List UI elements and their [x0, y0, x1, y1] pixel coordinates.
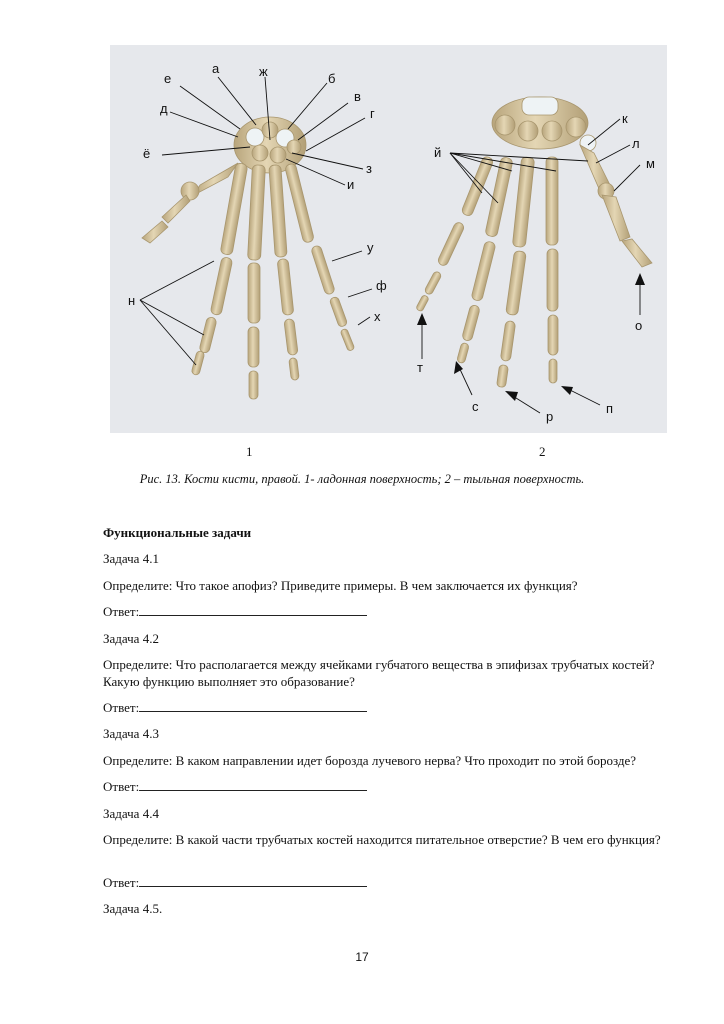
- answer-row: [103, 603, 663, 620]
- palmar-label-b: б: [328, 71, 336, 86]
- palmar-label-z: з: [366, 161, 372, 176]
- hand-bones-figure: [110, 45, 667, 433]
- dorsal-label-k: к: [622, 111, 628, 126]
- palmar-label-kh: х: [374, 309, 381, 324]
- palmar-hand: [142, 117, 355, 399]
- palmar-label-e: е: [164, 71, 172, 86]
- dorsal-label-s: с: [472, 399, 479, 414]
- palmar-label-g: г: [370, 106, 375, 121]
- palmar-label-a: а: [212, 61, 220, 76]
- task-title: Задача 4.2: [103, 631, 159, 646]
- dorsal-hand: [416, 97, 652, 388]
- dorsal-label-y: й: [434, 145, 442, 160]
- palmar-label-v: в: [354, 89, 361, 104]
- dorsal-label-t: т: [417, 360, 423, 375]
- palmar-label-yo: ё: [143, 146, 151, 161]
- palmar-label-u: у: [367, 240, 374, 255]
- hand-bones-illustration: [110, 45, 667, 433]
- page-number: 17: [355, 950, 369, 964]
- answer-line[interactable]: [139, 778, 367, 791]
- dorsal-label-l: л: [632, 136, 640, 151]
- task-question: Определите: Что располагается между ячейками губчатого вещества в эпифизах трубчатых костей? Какую функцию выполняет это образование?: [103, 657, 655, 689]
- dorsal-label-o: о: [635, 318, 643, 333]
- figure-number-1: 1: [246, 444, 253, 459]
- task-title: Задача 4.3: [103, 726, 159, 741]
- dorsal-label-m: м: [646, 156, 655, 171]
- dorsal-label-r: р: [546, 409, 554, 424]
- answer-label: Ответ:: [103, 700, 140, 715]
- answer-line[interactable]: [139, 874, 367, 887]
- palmar-label-zh: ж: [259, 64, 268, 79]
- figure-number-2: 2: [539, 444, 546, 459]
- answer-label: Ответ:: [103, 604, 140, 619]
- answer-row: [103, 778, 663, 795]
- figure-caption: Рис. 13. Кости кисти, правой. 1- ладонная поверхность; 2 – тыльная поверхность.: [139, 472, 585, 486]
- answer-label: Ответ:: [103, 875, 140, 890]
- palmar-label-f: ф: [376, 278, 387, 293]
- task-title: Задача 4.5.: [103, 901, 163, 916]
- task-title: Задача 4.1: [103, 551, 159, 566]
- palmar-label-i: и: [347, 177, 355, 192]
- answer-line[interactable]: [139, 603, 367, 616]
- task-question: Определите: В какой части трубчатых костей находится питательное отверстие? В чем его функция?: [103, 832, 661, 847]
- answer-row: [103, 874, 663, 891]
- section-title: Функциональные задачи: [103, 525, 252, 540]
- dorsal-arrowheads: [417, 273, 645, 401]
- task-question: Определите: Что такое апофиз? Приведите примеры. В чем заключается их функция?: [103, 578, 578, 593]
- dorsal-label-p: п: [606, 401, 614, 416]
- answer-line[interactable]: [139, 699, 367, 712]
- task-question: Определите: В каком направлении идет борозда лучевого нерва? Что проходит по этой борозде?: [103, 753, 637, 768]
- task-title: Задача 4.4: [103, 806, 159, 821]
- palmar-label-d: д: [160, 101, 168, 116]
- answer-label: Ответ:: [103, 779, 140, 794]
- palmar-label-n: н: [128, 293, 136, 308]
- answer-row: [103, 699, 663, 716]
